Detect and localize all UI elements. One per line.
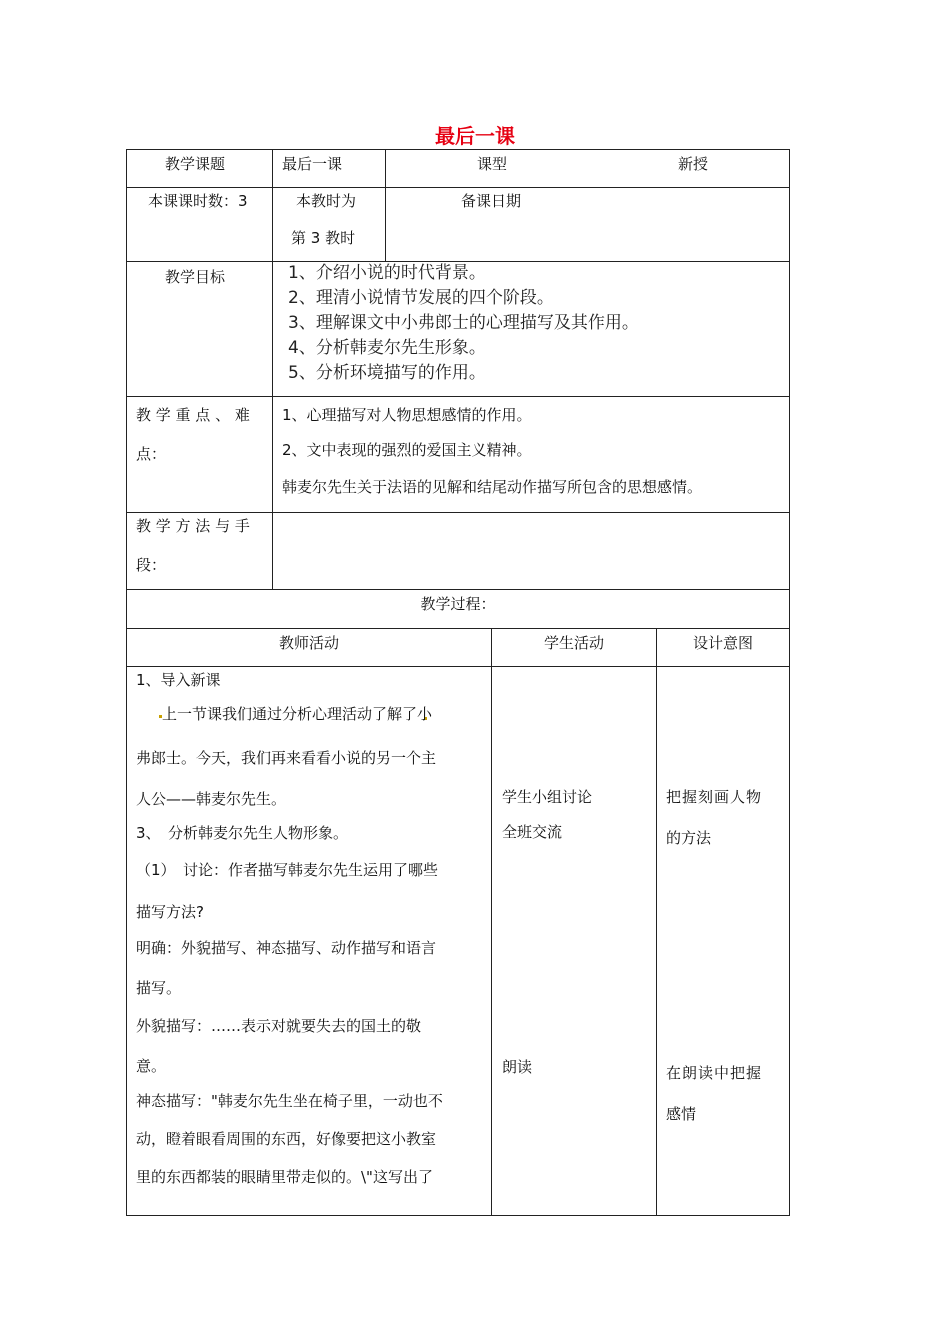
keypoint-item: 1、心理描写对人物思想感情的作用。 <box>282 406 532 424</box>
process-heading: 教学过程： <box>420 595 496 613</box>
cell-keypoints <box>272 396 790 513</box>
cell-objectives <box>272 261 790 397</box>
teacher-line: 里的东西都装的眼睛里带走似的。\"这写出了 <box>136 1168 433 1186</box>
cell-methods-label <box>126 512 273 590</box>
keypoints-label-line2: 点： <box>136 445 167 463</box>
col-header-design <box>656 628 790 667</box>
col-header-student <box>491 628 657 667</box>
cell-teacher-activity <box>126 666 492 1216</box>
prep-date-label: 备课日期 <box>461 192 522 210</box>
cell-design-intent <box>656 666 790 1216</box>
objectives-label: 教学目标 <box>165 268 226 286</box>
teacher-line: 3、 分析韩麦尔先生人物形象。 <box>136 824 349 842</box>
cell-keypoints-label <box>126 396 273 513</box>
keypoint-item: 2、文中表现的强烈的爱国主义精神。 <box>282 441 532 459</box>
objective-item: 3、理解课文中小弗郎士的心理描写及其作用。 <box>288 313 639 333</box>
teacher-line: 人公——韩麦尔先生。 <box>136 790 287 808</box>
session-label-line2: 第 3 教时 <box>291 229 356 247</box>
cell-subject-value <box>272 149 386 188</box>
type-label: 课型 <box>477 155 508 173</box>
session-label-line1: 本教时为 <box>296 192 357 210</box>
teacher-line: 外貌描写：……表示对就要失去的国土的敬 <box>136 1017 422 1035</box>
teacher-line: 1、导入新课 <box>136 671 221 689</box>
design-line: 把握刻画人物 <box>666 788 763 806</box>
cell-prep-date <box>385 187 790 262</box>
teacher-line: 描写。 <box>136 979 182 997</box>
teacher-header: 教师活动 <box>278 634 339 652</box>
objective-item: 2、理清小说情节发展的四个阶段。 <box>288 288 554 308</box>
hours-label: 本课课时数：3 <box>148 192 248 210</box>
keypoint-item: 韩麦尔先生关于法语的见解和结尾动作描写所包含的思想感情。 <box>282 478 703 496</box>
subject-value: 最后一课 <box>282 155 343 173</box>
keypoints-label-line1: 教 学 重 点 、 难 <box>136 406 250 424</box>
teacher-line: 上一节课我们通过分析心理活动了解了小 <box>147 705 433 723</box>
page-title: 最后一课 <box>435 124 515 148</box>
cell-hours <box>126 187 273 262</box>
teacher-line: 动，瞪着眼看周围的东西，好像要把这小教室 <box>136 1130 437 1148</box>
cell-objectives-label <box>126 261 273 397</box>
teacher-line: 描写方法? <box>136 903 204 921</box>
cell-student-activity <box>491 666 657 1216</box>
cell-methods <box>272 512 790 590</box>
student-line: 学生小组讨论 <box>502 788 593 806</box>
student-line: 朗读 <box>502 1058 533 1076</box>
design-line: 感情 <box>666 1105 697 1123</box>
cell-type <box>385 149 790 188</box>
subject-label: 教学课题 <box>165 155 226 173</box>
objective-item: 1、介绍小说的时代背景。 <box>288 263 486 283</box>
objective-item: 4、分析韩麦尔先生形象。 <box>288 338 486 358</box>
teacher-line: （1） 讨论：作者描写韩麦尔先生运用了哪些 <box>136 861 439 879</box>
design-line: 的方法 <box>666 829 712 847</box>
methods-label-line2: 段： <box>136 556 167 574</box>
col-header-teacher <box>126 628 492 667</box>
teacher-line: 神态描写："韩麦尔先生坐在椅子里，一动也不 <box>136 1092 443 1110</box>
design-header: 设计意图 <box>692 634 753 652</box>
cell-process-heading <box>126 589 790 629</box>
teacher-line: 明确：外貌描写、神态描写、动作描写和语言 <box>136 939 437 957</box>
objective-item: 5、分析环境描写的作用。 <box>288 363 486 383</box>
cell-subject-label <box>126 149 273 188</box>
teacher-line: 弗郎士。今天，我们再来看看小说的另一个主 <box>136 749 437 767</box>
design-line: 在朗读中把握 <box>666 1064 763 1082</box>
student-line: 全班交流 <box>502 823 563 841</box>
teacher-line: 意。 <box>136 1057 167 1075</box>
student-header: 学生活动 <box>543 634 604 652</box>
cell-session <box>272 187 386 262</box>
methods-label-line1: 教 学 方 法 与 手 <box>136 517 250 535</box>
type-value: 新授 <box>678 155 709 173</box>
